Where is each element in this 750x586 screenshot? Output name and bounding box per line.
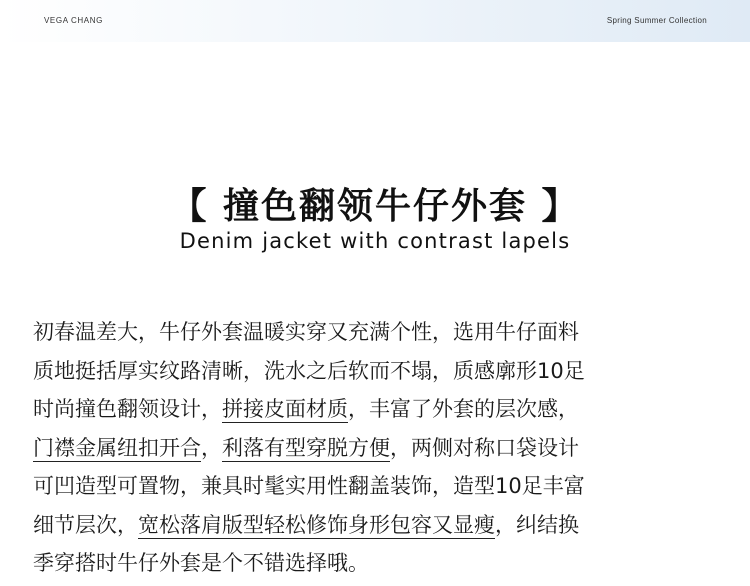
brand-name: VEGA CHANG [44,16,103,25]
underlined-highlight: 宽松落肩版型轻松修饰身形包容又显瘦 [138,512,495,537]
description-line [33,429,733,468]
underlined-highlight: 利落有型穿脱方便 [222,435,390,460]
description-text: 季穿搭时牛仔外套是个不错选择哦。 [33,551,369,575]
description-text: ，纠结换 [495,512,579,537]
product-title-chinese: 【 撞色翻领牛仔外套 】 [170,186,580,227]
product-title-english: Denim jacket with contrast lapels [179,229,571,253]
description-text: ，丰富了外套的层次感， [348,397,579,421]
description-text: 细节层次， [33,512,138,537]
description-text: ， [201,435,222,460]
product-description [33,313,733,583]
description-text: ，两侧对称口袋设计 [390,435,579,460]
description-text: 质地挺括厚实纹路清晰，洗水之后软而不塌，质感廓形10足 [33,358,585,383]
description-text: 初春温差大，牛仔外套温暖实穿又充满个性，选用牛仔面料 [33,320,579,344]
header-bar [0,0,750,42]
description-line [33,467,733,506]
description-text: 时尚撞色翻领设计， [33,397,222,421]
underlined-highlight: 拼接皮面材质 [222,397,348,421]
underlined-highlight: 门襟金属纽扣开合 [33,435,201,460]
description-line [33,544,733,583]
description-line [33,390,733,429]
description-text: 可凹造型可置物，兼具时髦实用性翻盖装饰，造型10足丰富 [33,474,585,498]
description-line [33,313,733,352]
collection-label: Spring Summer Collection [606,16,707,25]
description-line [33,352,733,391]
description-line [33,506,733,545]
